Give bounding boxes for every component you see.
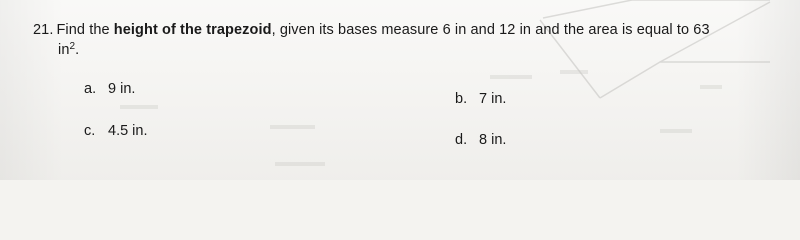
choice-letter: a.: [84, 81, 97, 97]
answer-choice-a[interactable]: [84, 80, 135, 98]
choice-letter: c.: [84, 123, 96, 139]
choice-value: 8 in.: [479, 132, 507, 148]
area-unit: [33, 40, 763, 60]
area-unit-exponent: 2: [69, 41, 76, 52]
area-unit-base: in: [58, 42, 70, 58]
choice-value: 4.5 in.: [108, 123, 148, 139]
question-21: [33, 20, 763, 60]
question-number: 21.: [33, 22, 54, 38]
choice-letter: b.: [455, 91, 468, 107]
answer-choice-c[interactable]: [84, 122, 148, 140]
choice-letter: d.: [455, 132, 468, 148]
question-text-end: , given its bases measure 6 in and 12 in and the area is equal to 63: [271, 22, 710, 38]
choice-value: 7 in.: [479, 91, 507, 107]
question-emphasis: height of the trapezoid: [113, 22, 272, 38]
choice-value: 9 in.: [108, 81, 136, 97]
question-period: .: [75, 42, 80, 58]
answer-choice-d[interactable]: [455, 131, 506, 149]
answer-choice-b[interactable]: [455, 90, 506, 108]
question-text-start: Find the: [56, 22, 114, 38]
